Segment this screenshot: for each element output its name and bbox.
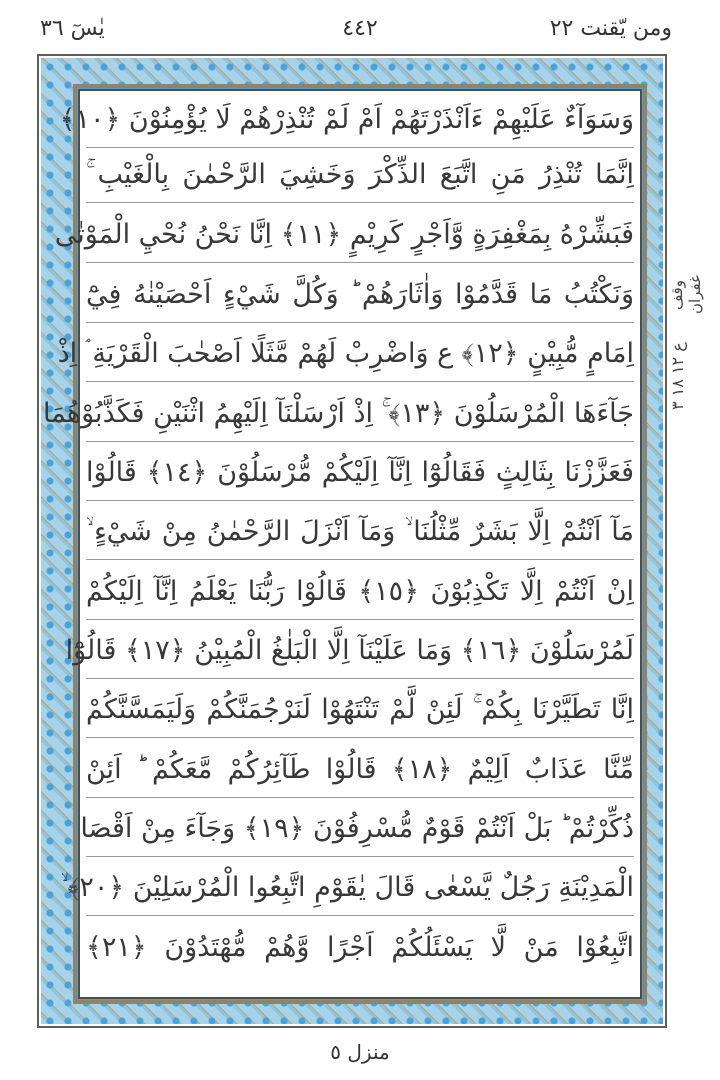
text-line: جَآءَهَا الْمُرْسَلُوْنَ ﴿١٣﴾ ۚ اِذْ اَرْسَلْنَآ اِلَيْهِمُ اثْنَيْنِ فَكَذَّبُوْهُمَا [86,387,634,442]
quran-text-area [43,89,642,999]
juz-name-label: ومن يّقنت ٢٢ [549,16,672,41]
text-line: مِّنَّا عَذَابٌ اَلِيْمٌ ﴿١٨﴾ قَالُوْا طَآئِرُكُمْ مَّعَكُمْ ؕ اَئِنْ [86,743,634,798]
page-header [0,14,720,48]
text-line: فَبَشِّرْهُ بِمَغْفِرَةٍ وَّاَجْرٍ كَرِيْمٍ ﴿١١﴾ اِنَّا نَحْنُ نُحْيِ الْمَوْتٰى [86,208,634,263]
text-line: فَعَزَّزْنَا بِثَالِثٍ فَقَالُوْٓا اِنَّآ اِلَيْكُمْ مُّرْسَلُوْنَ ﴿١٤﴾ قَالُوْا [86,446,634,501]
manzil-label: منزل ٥ [330,1040,390,1064]
text-line: لَمُرْسَلُوْنَ ﴿١٦﴾ وَمَا عَلَيْنَآ اِلَّا الْبَلٰغُ الْمُبِيْنُ ﴿١٧﴾ قَالُوْٓا [86,624,634,679]
text-line: اِنْ اَنْتُمْ اِلَّا تَكْذِبُوْنَ ﴿١٥﴾ قَالُوْا رَبُّنَا يَعْلَمُ اِنَّآ اِلَيْكُمْ [86,565,634,620]
text-line: اِنَّمَا تُنْذِرُ مَنِ اتَّبَعَ الذِّكْرَ وَخَشِيَ الرَّحْمٰنَ بِالْغَيْبِ ۚ [86,148,634,203]
text-line: الْمَدِيْنَةِ رَجُلٌ يَّسْعٰى قَالَ يٰقَوْمِ اتَّبِعُوا الْمُرْسَلِيْنَ ﴿٢٠﴾ ۙ [86,861,634,916]
text-line: اِنَّا تَطَيَّرْنَا بِكُمْ ۚ لَئِنْ لَّمْ تَنْتَهُوْا لَنَرْجُمَنَّكُمْ وَلَيَمَسَّنَّكُمْ [86,683,634,738]
text-line: مَآ اَنْتُمْ اِلَّا بَشَرٌ مِّثْلُنَا ۙ وَمَآ اَنْزَلَ الرَّحْمٰنُ مِنْ شَيْءٍ ۙ [86,505,634,560]
text-line: اِمَامٍ مُّبِيْنٍ ﴿١٢﴾ ع وَاضْرِبْ لَهُمْ مَّثَلًا اَصْحٰبَ الْقَرْيَةِ ۘ اِذْ [86,327,634,382]
surah-name-label: يٰسٓ ٣٦ [40,16,105,41]
text-line: ذُكِّرْتُمْ ؕ بَلْ اَنْتُمْ قَوْمٌ مُّسْرِفُوْنَ ﴿١٩﴾ وَجَآءَ مِنْ اَقْصَا [86,802,634,857]
ruku-marker: ع ١٢ ١٨ ٣ [668,342,687,410]
text-line: اتَّبِعُوْا مَنْ لَّا يَسْئَلُكُمْ اَجْرًا وَّهُمْ مُّهْتَدُوْنَ ﴿٢١﴾ [86,932,634,963]
text-line: وَنَكْتُبُ مَا قَدَّمُوْا وَاٰثَارَهُمْ ؕ وَكُلَّ شَيْءٍ اَحْصَيْنٰهُ فِيْٓ [86,268,634,323]
waqf-margin-note: وقف غفران [668,275,704,315]
text-line: وَسَوَآءٌ عَلَيْهِمْ ءَاَنْذَرْتَهُمْ اَمْ لَمْ تُنْذِرْهُمْ لَا يُؤْمِنُوْنَ ﴿١٠﴾ [86,93,634,148]
page-number: ٤٤٢ [342,16,378,41]
